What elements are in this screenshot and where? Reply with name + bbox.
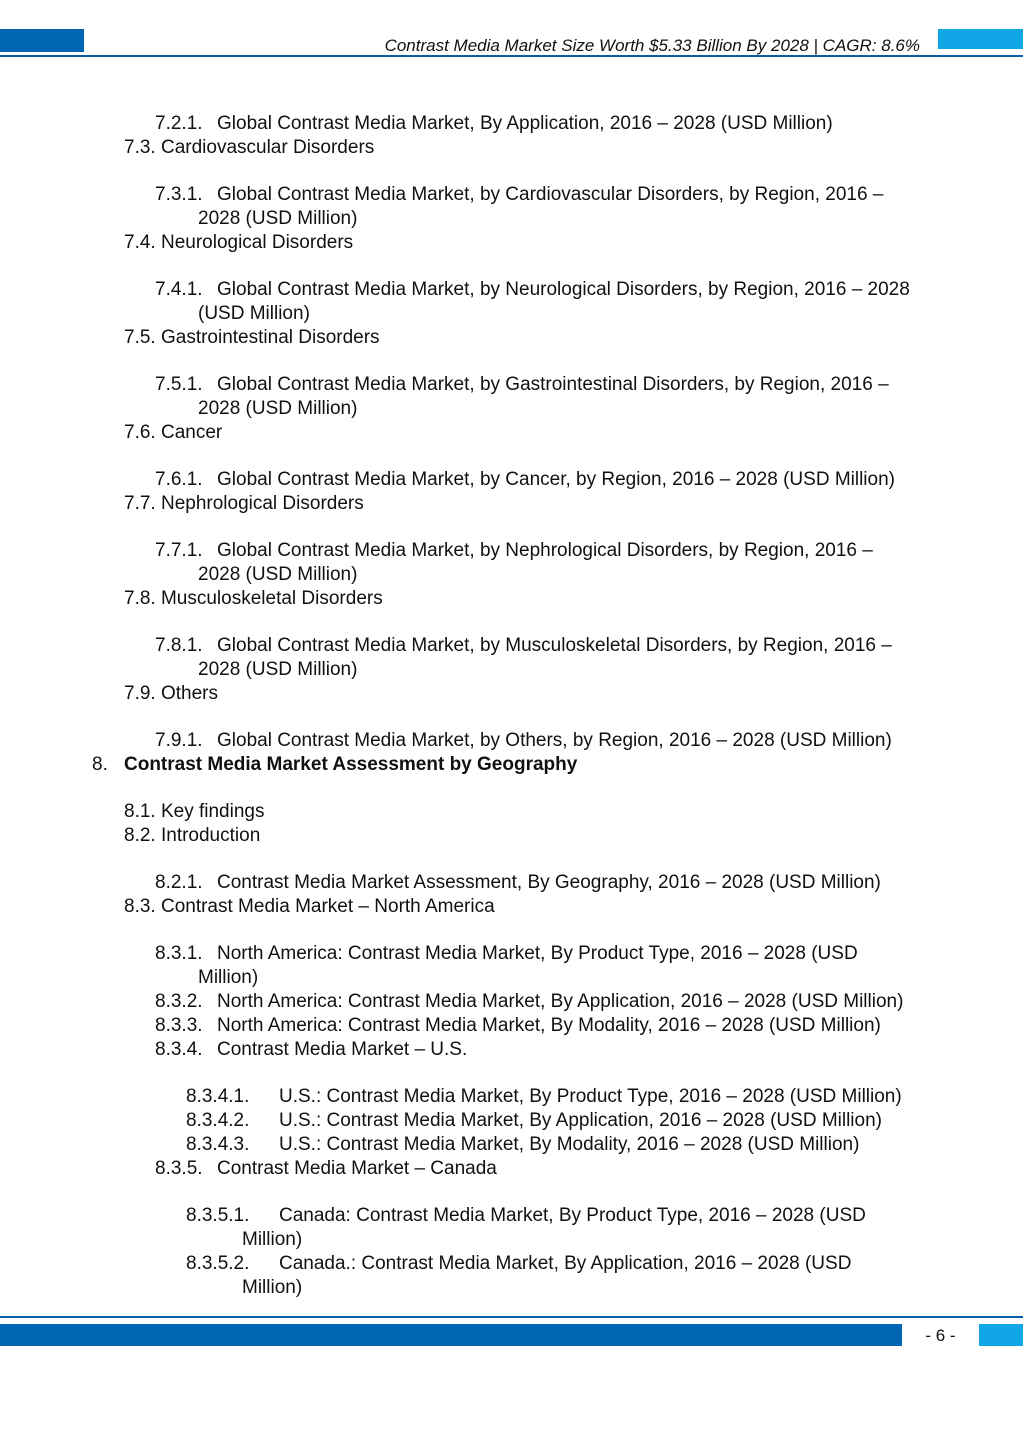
toc-text: Contrast Media Market Assessment, By Geography, 2016 – 2028 (USD Million): [217, 872, 881, 893]
toc-entry-7-4-1: [155, 278, 910, 302]
toc-text: North America: Contrast Media Market, By Modality, 2016 – 2028 (USD Million): [217, 1015, 881, 1036]
toc-number: 8.3.1.: [155, 943, 203, 964]
toc-number: 8.3.4.: [155, 1039, 203, 1060]
toc-entry-7-8-1: [155, 634, 892, 658]
toc-number: 8.: [92, 754, 108, 775]
toc-entry-8-3-5-1: [186, 1204, 866, 1228]
toc-entry-8-3-5: [155, 1157, 497, 1181]
toc-number: 8.3.5.1.: [186, 1205, 250, 1226]
toc-entry-8-3-4-3: [186, 1133, 859, 1157]
toc-entry-7-3-1: [155, 183, 883, 207]
toc-number: 7.4.1.: [155, 279, 203, 300]
toc-text: Contrast Media Market – Canada: [217, 1158, 497, 1179]
toc-number: 7.8.1.: [155, 635, 203, 656]
toc-entry-8-3-1: [155, 942, 858, 966]
toc-entry-7-3-1-cont: 2028 (USD Million): [198, 208, 358, 229]
toc-entry-7-9-1: [155, 729, 892, 753]
toc-entry-7-7: 7.7. Nephrological Disorders: [124, 493, 364, 514]
toc-entry-8-3-4-2: [186, 1109, 882, 1133]
toc-entry-8-3-5-2-cont: Million): [242, 1277, 303, 1298]
toc-text: Canada.: Contrast Media Market, By Application, 2016 – 2028 (USD: [279, 1253, 852, 1274]
toc-entry-8-3-4: [155, 1038, 467, 1062]
toc-text: Canada: Contrast Media Market, By Product Type, 2016 – 2028 (USD: [279, 1205, 866, 1226]
toc-section-8: [92, 753, 577, 777]
footer-divider: [0, 1316, 1023, 1318]
toc-entry-7-3: 7.3. Cardiovascular Disorders: [124, 137, 375, 158]
toc-number: 8.3.4.1.: [186, 1086, 250, 1107]
toc-text: U.S.: Contrast Media Market, By Product Type, 2016 – 2028 (USD Million): [279, 1086, 902, 1107]
toc-text: Global Contrast Media Market, by Gastrointestinal Disorders, by Region, 2016 –: [217, 374, 889, 395]
toc-entry-7-5-1-cont: 2028 (USD Million): [198, 398, 358, 419]
toc-number: 7.2.1.: [155, 113, 203, 134]
toc-number: 8.3.5.: [155, 1158, 203, 1179]
toc-entry-8-2-1: [155, 871, 881, 895]
page-number: - 6 -: [925, 1326, 956, 1345]
toc-entry-7-8: 7.8. Musculoskeletal Disorders: [124, 588, 383, 609]
toc-number: 8.3.4.2.: [186, 1110, 250, 1131]
footer-accent-bar-right: [979, 1324, 1023, 1346]
toc-section-title: Contrast Media Market Assessment by Geography: [124, 754, 578, 775]
toc-number: 8.3.3.: [155, 1015, 203, 1036]
toc-text: North America: Contrast Media Market, By Application, 2016 – 2028 (USD Million): [217, 991, 904, 1012]
toc-entry-8-3-3: [155, 1014, 881, 1038]
toc-entry-7-4-1-cont: (USD Million): [198, 303, 310, 324]
toc-entry-8-3: 8.3. Contrast Media Market – North America: [124, 896, 495, 917]
toc-number: 7.9.1.: [155, 730, 203, 751]
toc-text: Global Contrast Media Market, by Cardiovascular Disorders, by Region, 2016 –: [217, 184, 884, 205]
toc-text: U.S.: Contrast Media Market, By Modality, 2016 – 2028 (USD Million): [279, 1134, 860, 1155]
toc-entry-7-4: 7.4. Neurological Disorders: [124, 232, 354, 253]
toc-entry-7-5: 7.5. Gastrointestinal Disorders: [124, 327, 380, 348]
toc-entry-8-3-5-1-cont: Million): [242, 1229, 303, 1250]
toc-entry-7-5-1: [155, 373, 889, 397]
toc-text: U.S.: Contrast Media Market, By Application, 2016 – 2028 (USD Million): [279, 1110, 882, 1131]
footer-accent-bar-left: [0, 1324, 902, 1346]
toc-entry-8-3-2: [155, 990, 903, 1014]
toc-entry-7-2-1: [155, 112, 833, 136]
toc-text: Global Contrast Media Market, by Musculoskeletal Disorders, by Region, 2016 –: [217, 635, 892, 656]
toc-entry-7-6: 7.6. Cancer: [124, 422, 223, 443]
toc-number: 8.3.4.3.: [186, 1134, 250, 1155]
toc-number: 7.5.1.: [155, 374, 203, 395]
toc-entry-7-9: 7.9. Others: [124, 683, 218, 704]
toc-number: 8.3.5.2.: [186, 1253, 250, 1274]
page-header-title: Contrast Media Market Size Worth $5.33 Billion By 2028 | CAGR: 8.6%: [384, 36, 920, 55]
toc-text: Global Contrast Media Market, by Neurological Disorders, by Region, 2016 – 2028: [217, 279, 910, 300]
toc-text: Global Contrast Media Market, by Others, by Region, 2016 – 2028 (USD Million): [217, 730, 892, 751]
toc-text: Contrast Media Market – U.S.: [217, 1039, 468, 1060]
toc-number: 7.6.1.: [155, 469, 203, 490]
toc-number: 8.2.1.: [155, 872, 203, 893]
toc-text: Global Contrast Media Market, By Application, 2016 – 2028 (USD Million): [217, 113, 833, 134]
toc-number: 7.3.1.: [155, 184, 203, 205]
toc-entry-7-6-1: [155, 468, 895, 492]
toc-entry-7-8-1-cont: 2028 (USD Million): [198, 659, 358, 680]
toc-text: Global Contrast Media Market, by Cancer, by Region, 2016 – 2028 (USD Million): [217, 469, 895, 490]
toc-entry-8-3-1-cont: Million): [198, 967, 259, 988]
toc-entry-7-7-1: [155, 539, 873, 563]
toc-entry-8-3-4-1: [186, 1085, 902, 1109]
toc-entry-7-7-1-cont: 2028 (USD Million): [198, 564, 358, 585]
toc-number: 7.7.1.: [155, 540, 203, 561]
toc-text: Global Contrast Media Market, by Nephrological Disorders, by Region, 2016 –: [217, 540, 873, 561]
toc-entry-8-2: 8.2. Introduction: [124, 825, 261, 846]
toc-entry-8-3-5-2: [186, 1252, 851, 1276]
toc-number: 8.3.2.: [155, 991, 203, 1012]
toc-text: North America: Contrast Media Market, By Product Type, 2016 – 2028 (USD: [217, 943, 858, 964]
toc-entry-8-1: 8.1. Key findings: [124, 801, 265, 822]
